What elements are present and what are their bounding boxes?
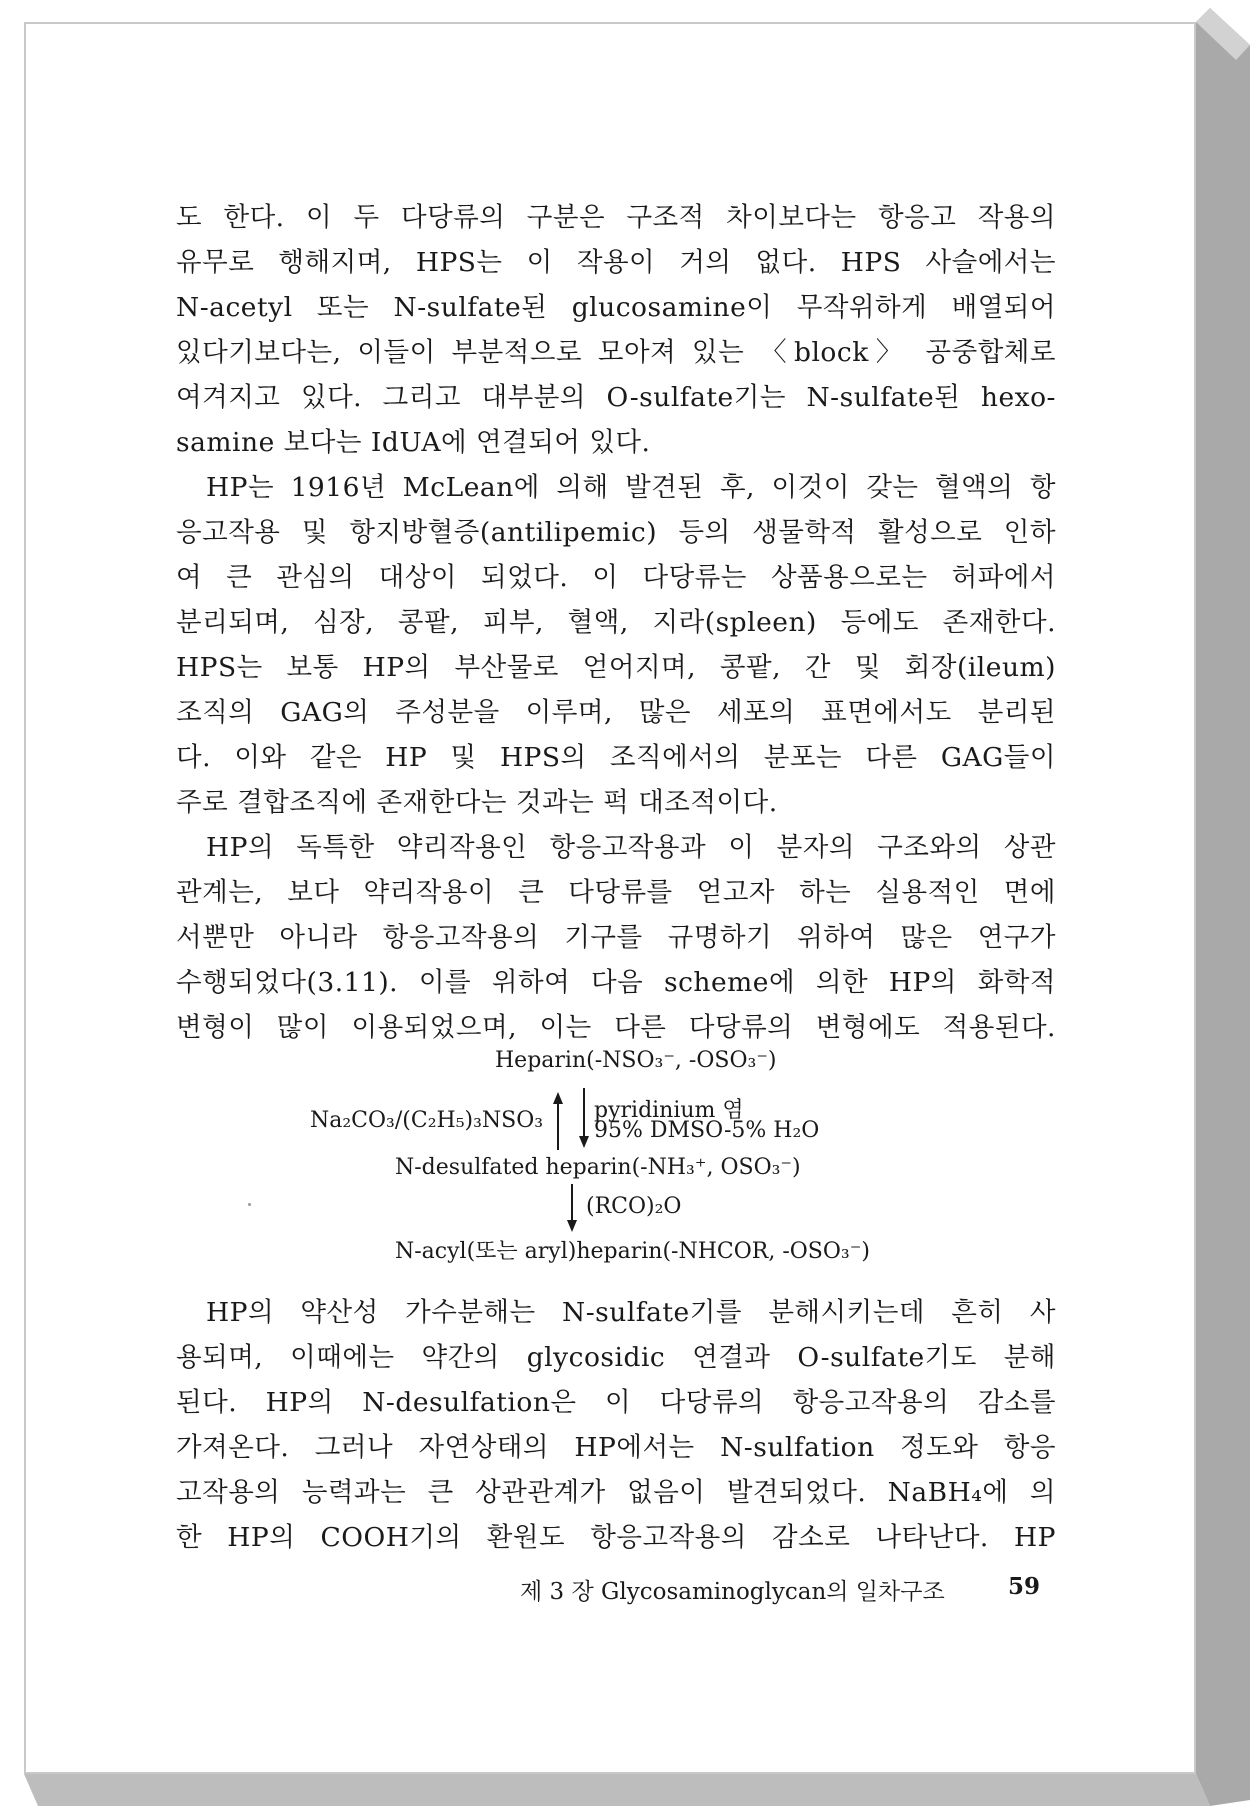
heparin-label: Heparin(-NSO₃⁻, -OSO₃⁻) — [495, 1048, 777, 1073]
acyl-heparin-label: N-acyl(또는 aryl)heparin(-NHCOR, -OSO₃⁻) — [395, 1239, 870, 1264]
paragraph-4 — [176, 1290, 1056, 1560]
text-line: 다. 이와 같은 HP 및 HPS의 조직에서의 분포는 다른 GAG들이 — [176, 742, 1056, 773]
running-footer-chapter: 제 3 장 Glycosaminoglycan의 일차구조 — [520, 1579, 945, 1605]
text-line: 분리되며, 심장, 콩팥, 피부, 혈액, 지라(spleen) 등에도 존재한다. — [176, 607, 1056, 638]
text-line: 조직의 GAG의 주성분을 이루며, 많은 세포의 표면에서도 분리된 — [176, 697, 1056, 728]
text-line: 유무로 행해지며, HPS는 이 작용이 거의 없다. HPS 사슬에서는 — [176, 247, 1056, 278]
text-line: HP의 독특한 약리작용인 항응고작용과 이 분자의 구조와의 상관 — [206, 832, 1056, 863]
scan-speck — [248, 1203, 251, 1206]
paragraph-1 — [176, 195, 1056, 465]
body-text — [176, 195, 1056, 1050]
text-line: 도 한다. 이 두 다당류의 구분은 구조적 차이보다는 항응고 작용의 — [176, 202, 1056, 233]
desulfated-label: N-desulfated heparin(-NH₃⁺, OSO₃⁻) — [395, 1155, 801, 1180]
text-line: 된다. HP의 N-desulfation은 이 다당류의 항응고작용의 감소를 — [176, 1387, 1056, 1418]
paragraph-3 — [176, 825, 1056, 1050]
text-line: 변형이 많이 이용되었으며, 이는 다른 다당류의 변형에도 적용된다. — [176, 1012, 1056, 1043]
text-line: HP의 약산성 가수분해는 N-sulfate기를 분해시키는데 흔히 사 — [206, 1297, 1056, 1328]
text-line: 있다기보다는, 이들이 부분적으로 모아져 있는 〈block〉 공중합체로 — [176, 337, 1056, 368]
text-line: HP는 1916년 McLean에 의해 발견된 후, 이것이 갖는 혈액의 항 — [206, 472, 1056, 503]
text-line: 가져온다. 그러나 자연상태의 HP에서는 N-sulfation 정도와 항응 — [176, 1432, 1056, 1463]
body-text-after-scheme — [176, 1290, 1056, 1560]
text-line: 고작용의 능력과는 큰 상관관계가 없음이 발견되었다. NaBH₄에 의 — [176, 1477, 1056, 1508]
paragraph-2 — [176, 465, 1056, 825]
text-line: 주로 결합조직에 존재한다는 것과는 퍽 대조적이다. — [176, 787, 778, 818]
text-line: samine 보다는 IdUA에 연결되어 있다. — [176, 427, 651, 458]
text-line: N-acetyl 또는 N-sulfate된 glucosamine이 무작위하게 배열되어 — [176, 292, 1056, 323]
text-line: 용되며, 이때에는 약간의 glycosidic 연결과 O-sulfate기도 분해 — [176, 1342, 1056, 1373]
text-line: 서뿐만 아니라 항응고작용의 기구를 규명하기 위하여 많은 연구가 — [176, 922, 1056, 953]
text-line: 수행되었다(3.11). 이를 위하여 다음 scheme에 의한 HP의 화학적 — [176, 967, 1056, 998]
left-reagent-label: Na₂CO₃/(C₂H₅)₃NSO₃ — [310, 1108, 544, 1133]
text-line: HPS는 보통 HP의 부산물로 얻어지며, 콩팥, 간 및 회장(ileum) — [176, 652, 1056, 683]
text-line: 여겨지고 있다. 그리고 대부분의 O-sulfate기는 N-sulfate된 hexo- — [176, 382, 1056, 413]
reaction-scheme — [300, 1048, 920, 1276]
text-line: 응고작용 및 항지방혈증(antilipemic) 등의 생물학적 활성으로 인하 — [176, 517, 1056, 548]
text-line: 관계는, 보다 약리작용이 큰 다당류를 얻고자 하는 실용적인 면에 — [176, 877, 1056, 908]
text-line: 한 HP의 COOH기의 환원도 항응고작용의 감소로 나타난다. HP — [176, 1522, 1056, 1553]
page-number: 59 — [1007, 1573, 1040, 1600]
page-footer — [520, 1573, 1040, 1606]
right-reagent-1-label: pyridinium 염 — [594, 1098, 744, 1123]
acyl-reagent-label: (RCO)₂O — [586, 1194, 682, 1219]
right-reagent-2-label: 95% DMSO-5% H₂O — [594, 1118, 820, 1143]
text-line: 여 큰 관심의 대상이 되었다. 이 다당류는 상품용으로는 허파에서 — [176, 562, 1056, 593]
